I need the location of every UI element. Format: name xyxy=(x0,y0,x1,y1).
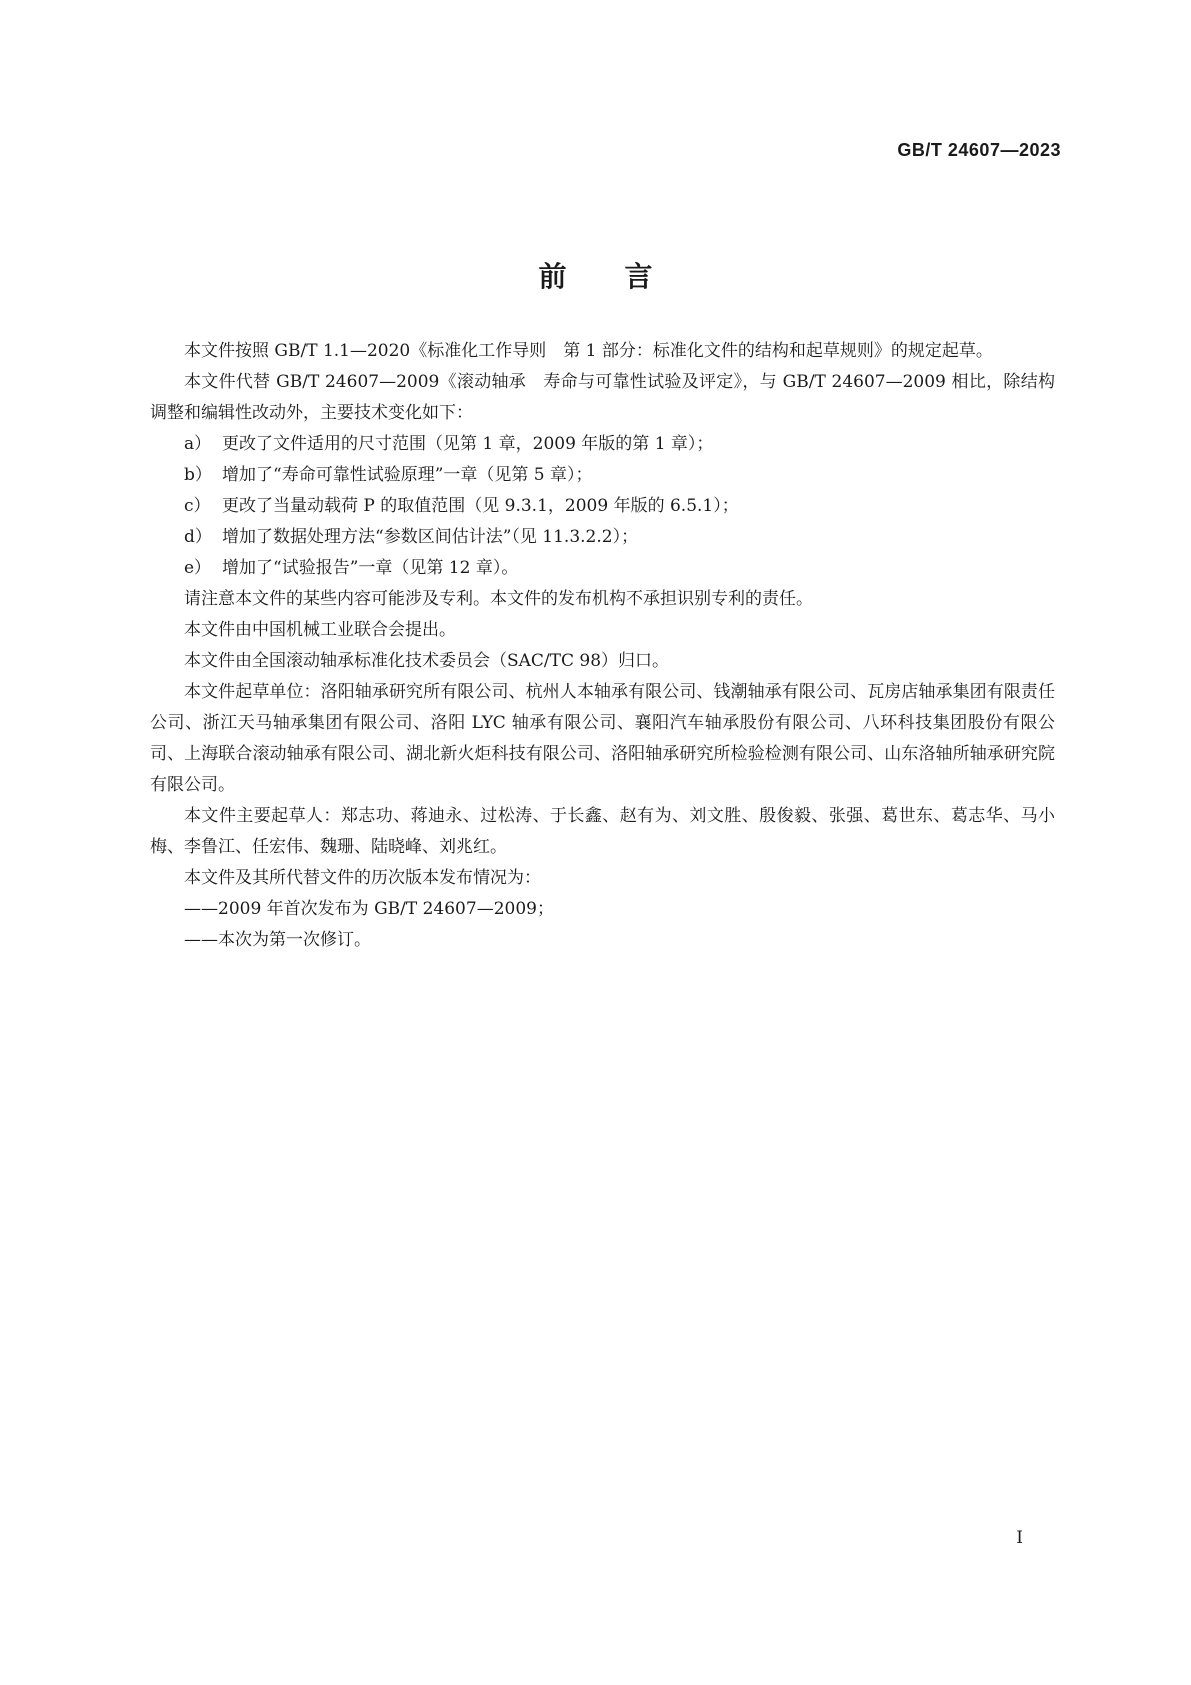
history-list xyxy=(150,894,1055,956)
list-item xyxy=(150,522,1055,553)
list-marker: b） xyxy=(184,465,212,485)
paragraph-drafters: 本文件主要起草人：郑志功、蒋迪永、过松涛、于长鑫、赵有为、刘文胜、殷俊毅、张强、葛世东、葛志华、马小梅、李鲁江、任宏伟、魏珊、陆晓峰、刘兆红。 xyxy=(150,806,1055,857)
list-marker: d） xyxy=(184,527,212,547)
page-number: I xyxy=(1016,1528,1023,1548)
change-list xyxy=(150,429,1055,584)
page-title: 前言 xyxy=(538,259,711,293)
list-item xyxy=(150,491,1055,522)
paragraph-version-history: 本文件及其所代替文件的历次版本发布情况为： xyxy=(184,868,541,888)
history-item: ——2009 年首次发布为 GB/T 24607—2009； xyxy=(184,899,554,919)
list-item-text: 更改了文件适用的尺寸范围（见第 1 章，2009 年版的第 1 章）； xyxy=(222,434,714,454)
list-marker: a） xyxy=(184,434,212,454)
list-item xyxy=(150,460,1055,491)
list-item xyxy=(150,553,1055,584)
list-item-text: 增加了“试验报告”一章（见第 12 章）。 xyxy=(222,558,519,578)
document-code: GB/T 24607—2023 xyxy=(897,140,1061,160)
history-item: ——本次为第一次修订。 xyxy=(184,930,371,950)
paragraph-drafting-organizations: 本文件起草单位：洛阳轴承研究所有限公司、杭州人本轴承有限公司、钱潮轴承有限公司、瓦房店轴承集团有限责任公司、浙江天马轴承集团有限公司、洛阳 LYC 轴承有限公司、襄阳汽车轴承股份有限公司、八环科技集团股份有限公司、上海联合滚动轴承有限公司、湖北新火炬科技有限公司、洛阳轴承研究所检验检测有限公司、山东洛轴所轴承研究院有限公司。 xyxy=(150,682,1055,795)
paragraph-patent-notice: 请注意本文件的某些内容可能涉及专利。本文件的发布机构不承担识别专利的责任。 xyxy=(184,589,813,609)
paragraph-proposer: 本文件由中国机械工业联合会提出。 xyxy=(184,620,456,640)
paragraph-drafting-basis: 本文件按照 GB/T 1.1—2020《标准化工作导则 第 1 部分：标准化文件的结构和起草规则》的规定起草。 xyxy=(184,341,993,361)
list-marker: c） xyxy=(184,496,211,516)
foreword-body xyxy=(150,336,1055,956)
list-item-text: 增加了“寿命可靠性试验原理”一章（见第 5 章）； xyxy=(222,465,593,485)
list-item-text: 增加了数据处理方法“参数区间估计法”（见 11.3.2.2）； xyxy=(222,527,639,547)
paragraph-committee: 本文件由全国滚动轴承标准化技术委员会（SAC/TC 98）归口。 xyxy=(184,651,670,671)
paragraph-replacement: 本文件代替 GB/T 24607—2009《滚动轴承 寿命与可靠性试验及评定》，与 GB/T 24607—2009 相比，除结构调整和编辑性改动外，主要技术变化如下： xyxy=(150,372,1055,423)
list-item-text: 更改了当量动载荷 P 的取值范围（见 9.3.1，2009 年版的 6.5.1）； xyxy=(222,496,739,516)
list-marker: e） xyxy=(184,558,212,578)
list-item xyxy=(150,429,1055,460)
